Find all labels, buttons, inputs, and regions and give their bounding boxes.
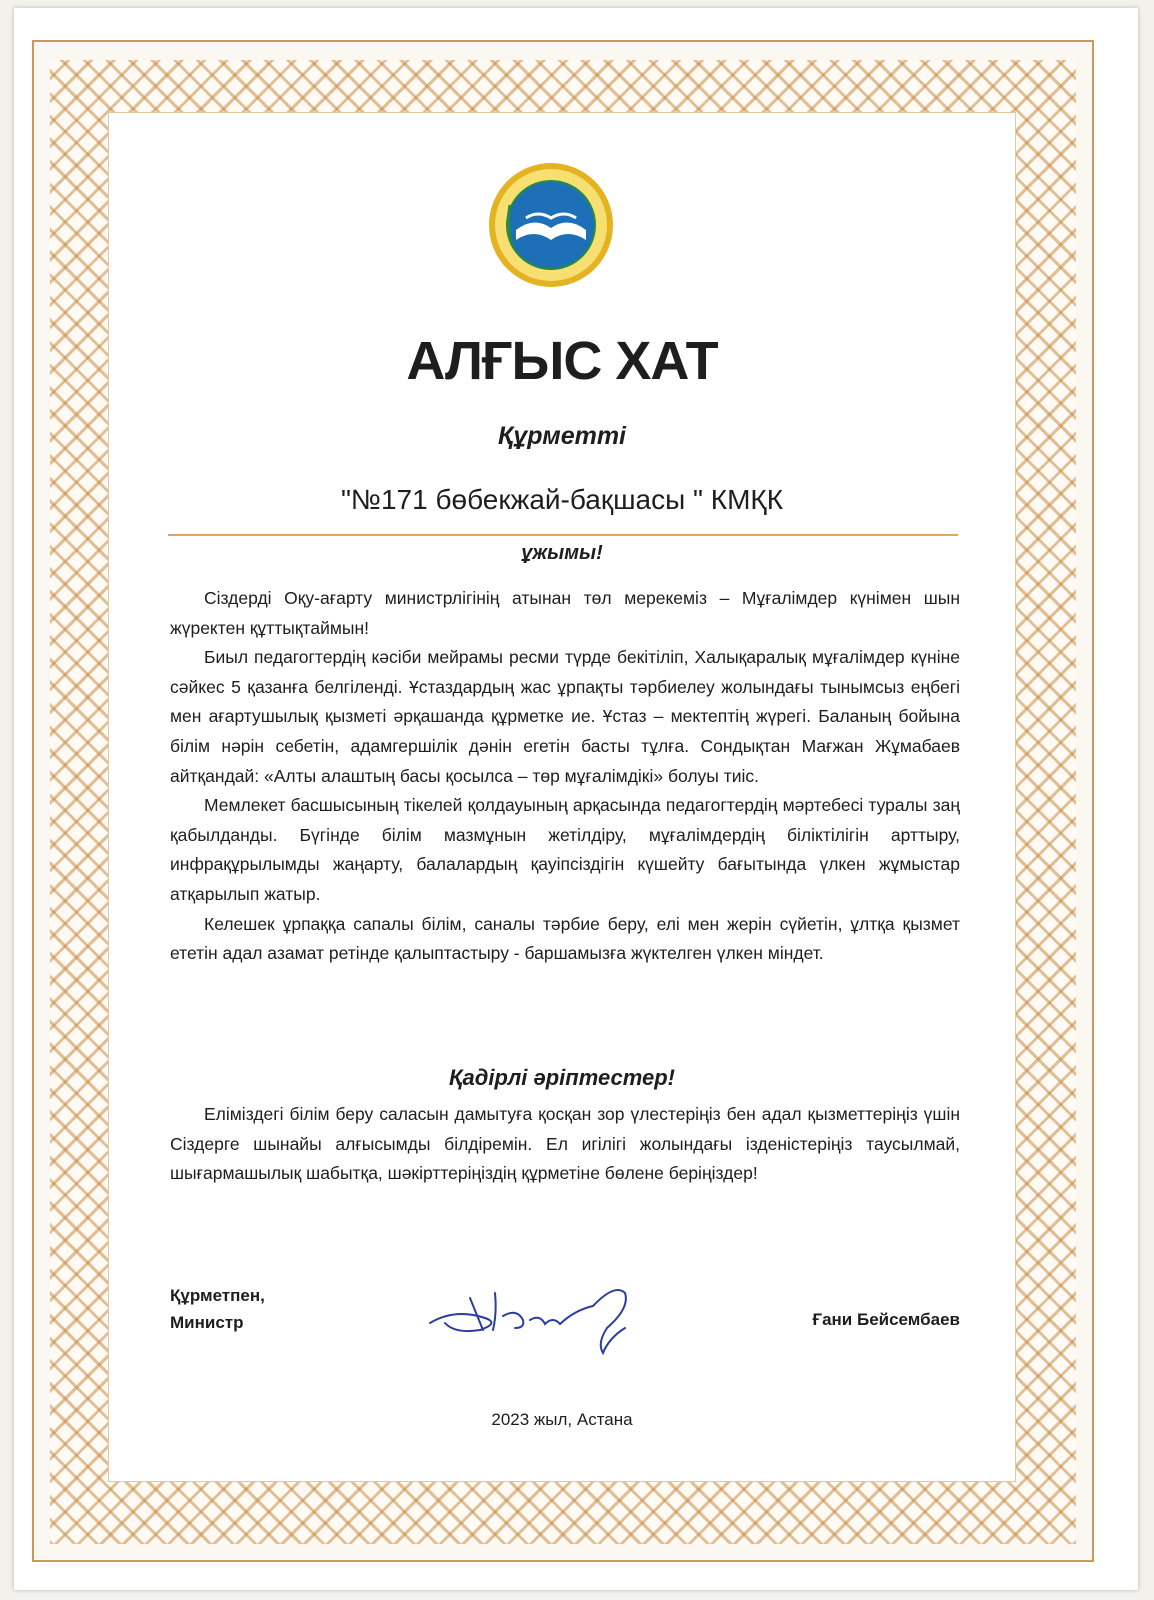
letter-body: [170, 584, 960, 969]
handwritten-signature-icon: [425, 1268, 655, 1358]
sign-off: Құрметпен,: [170, 1286, 265, 1305]
document-title: АЛҒЫС ХАТ: [406, 331, 718, 391]
closing-paragraph: Еліміздегі білім беру саласын дамытуға қосқан зор үлестеріңіз бен адал қызметтеріңіз үшін Сіздерге шынайы алғысымды білдіремін. Ел игілігі жолындағы ізденістеріңіз таусылмай, шығармашылық шабытқа, шәкірттеріңіздің құрметіне бөлене беріңіздер!: [170, 1104, 960, 1184]
paragraph-4: Келешек ұрпаққа сапалы білім, саналы тәрбие беру, елі мен жерін сүйетін, ұлтқа қызмет ететін адал азамат ретінде қалыптастыру - баршамызға жүктелген үлкен міндет.: [170, 913, 960, 964]
sign-off-block: [170, 1282, 370, 1336]
paragraph-3: Мемлекет басшысының тікелей қолдауының арқасында педагогтердің мәртебесі туралы заң қабылданды. Бүгінде білім мазмұнын жетілдіру, мұғалімдердің біліктілігін арттыру, инфрақұрылымды жаңарту, балалардың қауіпсіздігін күшейту бағытында үлкен жұмыстар атқарылып жатыр.: [170, 795, 960, 904]
closing-body: [170, 1100, 960, 1189]
colleagues-greeting: Қадірлі әріптестер!: [448, 1065, 676, 1090]
paragraph-1: Сіздерді Оқу-ағарту министрлігінің атынан төл мерекеміз – Мұғалімдер күнімен шын жүректен құттықтаймын!: [170, 588, 960, 638]
recipient-collective: ұжымы!: [521, 542, 603, 564]
salutation: Құрметті: [497, 422, 626, 450]
date-and-place: 2023 жыл, Астана: [491, 1410, 633, 1429]
ministry-emblem-icon: [486, 160, 616, 290]
recipient-underline: [168, 534, 958, 536]
paragraph-2: Биыл педагогтердің кәсіби мейрамы ресми түрде бекітіліп, Халықаралық мұғалімдер күніне сәйкес 5 қазанға белгіленді. Ұстаздардың жас ұрпақты тәрбиелеу жолындағы тынымсыз еңбегі мен ағартушылық қызметі әрқашанда құрметке ие. Ұстаз – мектептің жүрегі. Баланың бойына білім нәрін себетін, адамгершілік дәнін егетін басты тұлға. Сондықтан Мағжан Жұмабаев айтқандай: «Алты алаштың басы қосылса – төр мұғалімдікі» болуы тиіс.: [170, 647, 960, 786]
signatory-name: Ғани Бейсембаев: [812, 1310, 960, 1329]
signatory-position: Министр: [170, 1313, 244, 1332]
recipient-name: "№171 бөбекжай-бақшасы " КМҚК: [340, 484, 784, 515]
